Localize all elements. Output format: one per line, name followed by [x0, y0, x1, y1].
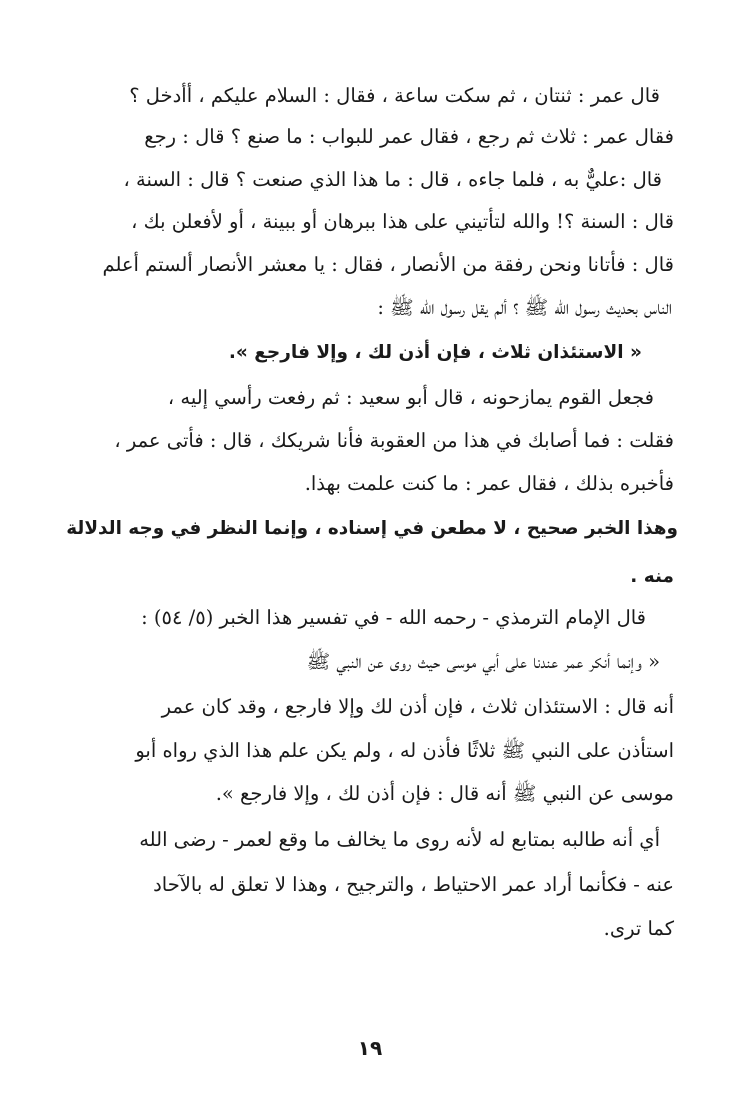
text-line-8: فجعل القوم يمازحونه ، قال أبو سعيد : ثم رفعت رأسي إليه ،: [167, 386, 654, 409]
text-line-16: استأذن على النبي ﷺ ثلاثًا فأذن له ، ولم يكن علم هذا الذي رواه أبو: [135, 739, 674, 762]
text-line-4: قال : السنة ؟! والله لتأتيني على هذا ببرهان أو ببينة ، أو لأفعلن بك ،: [131, 210, 674, 233]
text-line-9: فقلت : فما أصابك في هذا من العقوبة فأنا شريكك ، قال : فأتى عمر ،: [114, 429, 674, 452]
text-line-5: قال : فأتانا ونحن رفقة من الأنصار ، فقال : يا معشر الأنصار ألستم أعلم: [102, 253, 674, 276]
text-line-6: الناس بحديث رسول الله ﷺ ؟ ألم يقل رسول الله ﷺ :: [377, 296, 672, 319]
text-line-14: « وإنما أنكر عمر عندنا على أبي موسى حيث روى عن النبي ﷺ: [306, 650, 660, 673]
page-number: ١٩: [357, 1036, 383, 1060]
text-line-20: كما ترى.: [603, 917, 674, 940]
text-line-19: عنه - فكأنما أراد عمر الاحتياط ، والترجيح ، وهذا لا تعلق له بالآحاد: [153, 873, 674, 896]
text-line-1: قال عمر : ثنتان ، ثم سكت ساعة ، فقال : السلام عليكم ، أأدخل ؟: [129, 84, 660, 107]
text-line-2: فقال عمر : ثلاث ثم رجع ، فقال عمر للبواب : ما صنع ؟ قال : رجع: [144, 125, 674, 148]
text-line-10: فأخبره بذلك ، فقال عمر : ما كنت علمت بهذا.: [304, 472, 674, 495]
text-line-3: قال :عليٌّ به ، فلما جاءه ، قال : ما هذا الذي صنعت ؟ قال : السنة ،: [123, 168, 662, 191]
text-line-11: وهذا الخبر صحيح ، لا مطعن في إسناده ، وإنما النظر في وجه الدلالة: [66, 518, 678, 539]
text-line-18: أي أنه طالبه بمتابع له لأنه روى ما يخالف ما وقع لعمر - رضى الله: [139, 828, 660, 851]
hadith-quote: « الاستئذان ثلاث ، فإن أذن لك ، وإلا فارجع ».: [228, 342, 642, 363]
text-line-15: أنه قال : الاستئذان ثلاث ، فإن أذن لك وإلا فارجع ، وقد كان عمر: [161, 695, 674, 718]
text-line-17: موسى عن النبي ﷺ أنه قال : فإن أذن لك ، وإلا فارجع ».: [215, 782, 674, 805]
text-line-13: قال الإمام الترمذي - رحمه الله - في تفسير هذا الخبر (٥/ ٥٤) :: [141, 606, 646, 629]
text-line-12: منه .: [630, 566, 674, 587]
